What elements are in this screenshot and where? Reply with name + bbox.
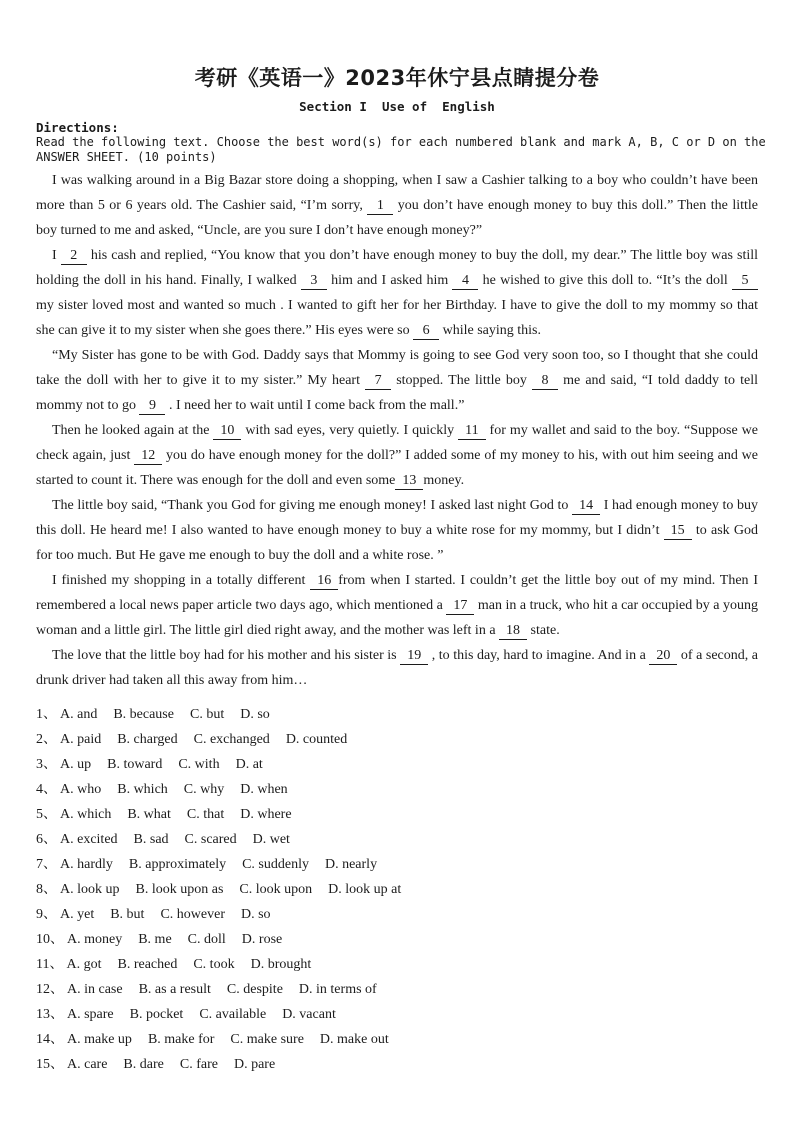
blank-14: 14 <box>572 497 600 515</box>
question-row <box>36 1052 758 1077</box>
choice-15-D: D. pare <box>233 1057 276 1072</box>
question-number: 11、 <box>36 957 64 972</box>
question-list <box>36 702 758 1077</box>
question-number: 7、 <box>36 857 57 872</box>
blank-13: 13 <box>395 472 423 490</box>
blank-8: 8 <box>532 372 558 390</box>
choice-6-B: B. sad <box>133 832 169 847</box>
choice-7-C: C. suddenly <box>242 857 309 872</box>
question-row <box>36 877 758 902</box>
blank-17: 17 <box>446 597 474 615</box>
choice-10-A: A. money <box>67 932 123 947</box>
blank-10: 10 <box>213 422 241 440</box>
question-number: 15、 <box>36 1057 64 1072</box>
choice-11-B: B. reached <box>117 957 178 972</box>
choice-1-C: C. but <box>189 707 225 722</box>
blank-11: 11 <box>458 422 485 440</box>
choice-13-C: C. available <box>199 1007 267 1022</box>
choice-14-A: A. make up <box>67 1032 132 1047</box>
question-number: 13、 <box>36 1007 64 1022</box>
choice-9-C: C. however <box>160 907 225 922</box>
blank-2: 2 <box>61 247 87 265</box>
choice-10-C: C. doll <box>187 932 226 947</box>
question-number: 10、 <box>36 932 64 947</box>
choice-3-A: A. up <box>60 757 92 772</box>
question-number: 5、 <box>36 807 57 822</box>
choice-10-B: B. me <box>138 932 172 947</box>
choice-5-D: D. where <box>240 807 292 822</box>
choice-11-A: A. got <box>66 957 102 972</box>
choice-10-D: D. rose <box>241 932 283 947</box>
directions-label: Directions: <box>36 120 119 135</box>
question-number: 8、 <box>36 882 57 897</box>
blank-5: 5 <box>732 272 758 290</box>
choice-1-B: B. because <box>113 707 174 722</box>
choice-13-B: B. pocket <box>129 1007 184 1022</box>
passage-paragraph: I was walking around in a Big Bazar store doing a shopping, when I saw a Cashier talking to a boy who couldn’t have been more than 5 or 6 years old. The Cashier said, “I’m sorry, 1 you don’t have enough money to buy this doll.” Then the little boy turned to me and asked, “Uncle, are you sure I don’t have enough money?” <box>36 173 758 238</box>
blank-4: 4 <box>452 272 478 290</box>
blank-18: 18 <box>499 622 527 640</box>
choice-4-B: B. which <box>117 782 168 797</box>
choice-12-B: B. as a result <box>138 982 211 997</box>
choice-3-C: C. with <box>178 757 220 772</box>
question-row <box>36 727 758 752</box>
choice-9-B: B. but <box>110 907 145 922</box>
question-row <box>36 1027 758 1052</box>
choice-6-D: D. wet <box>252 832 290 847</box>
directions-line: ANSWER SHEET. (10 points) <box>36 150 217 164</box>
choice-8-D: D. look up at <box>328 882 402 897</box>
choice-2-D: D. counted <box>285 732 348 747</box>
choice-3-B: B. toward <box>107 757 163 772</box>
question-row <box>36 927 758 952</box>
choice-1-A: A. and <box>60 707 98 722</box>
question-row <box>36 702 758 727</box>
choice-2-C: C. exchanged <box>193 732 270 747</box>
blank-12: 12 <box>134 447 162 465</box>
choice-4-D: D. when <box>240 782 288 797</box>
choice-5-B: B. what <box>127 807 171 822</box>
choice-15-A: A. care <box>67 1057 108 1072</box>
choice-11-C: C. took <box>193 957 235 972</box>
choice-12-D: D. in terms of <box>298 982 377 997</box>
question-row <box>36 1002 758 1027</box>
choice-3-D: D. at <box>235 757 263 772</box>
choice-6-C: C. scared <box>184 832 237 847</box>
question-number: 6、 <box>36 832 57 847</box>
question-row <box>36 952 758 977</box>
question-row <box>36 902 758 927</box>
choice-8-B: B. look upon as <box>135 882 224 897</box>
blank-20: 20 <box>649 647 677 665</box>
blank-6: 6 <box>413 322 439 340</box>
passage-paragraph: “My Sister has gone to be with God. Daddy says that Mommy is going to see God very soon too, so I thought that she could take the doll with her to give it to my sister.” My heart 7 stopped. The little boy 8 me and said, “I told daddy to tell mommy not to go 9 . I need her to wait until I come back from the mall.” <box>36 348 758 413</box>
choice-8-C: C. look upon <box>239 882 313 897</box>
question-number: 4、 <box>36 782 57 797</box>
question-number: 2、 <box>36 732 57 747</box>
passage-paragraph: I 2 his cash and replied, “You know that you don’t have enough money to buy the doll, my dear.” The little boy was still holding the doll in his hand. Finally, I walked 3 him and I asked him 4 he wished to give this doll to. “It’s the doll 5 my sister loved most and wanted so much . I wanted to gift her for her Birthday. I have to give the doll to my mommy so that she can give it to my sister when she goes there.” His eyes were so 6 while saying this. <box>36 248 758 338</box>
choice-9-A: A. yet <box>60 907 95 922</box>
choice-15-B: B. dare <box>123 1057 164 1072</box>
choice-14-D: D. make out <box>319 1032 389 1047</box>
passage-paragraph: Then he looked again at the 10 with sad eyes, very quietly. I quickly 11 for my wallet and said to the boy. “Suppose we check again, just 12 you do have enough money for the doll?” I added some of my money to his, with out him seeing and we started to count it. There was enough for the doll and even some 13 money. <box>36 423 759 488</box>
blank-1: 1 <box>367 197 393 215</box>
blank-16: 16 <box>310 572 338 590</box>
blank-3: 3 <box>301 272 327 290</box>
blank-15: 15 <box>664 522 692 540</box>
choice-14-B: B. make for <box>147 1032 215 1047</box>
choice-4-C: C. why <box>183 782 225 797</box>
choice-14-C: C. make sure <box>230 1032 304 1047</box>
choice-5-C: C. that <box>186 807 225 822</box>
passage-paragraph: I finished my shopping in a totally different 16 from when I started. I couldn’t get the little boy out of my mind. Then I remembered a local news paper article two days ago, which mentioned a 17 man in a truck, who hit a car occupied by a young woman and a little girl. The little girl died right away, and the mother was left in a 18 state. <box>36 573 758 638</box>
blank-19: 19 <box>400 647 428 665</box>
choice-15-C: C. fare <box>179 1057 218 1072</box>
question-number: 14、 <box>36 1032 64 1047</box>
choice-4-A: A. who <box>60 782 102 797</box>
passage-paragraph: The little boy said, “Thank you God for giving me enough money! I asked last night God to 14 I had enough money to buy this doll. He heard me! I also wanted to have enough money to buy a white rose for my mommy, but I didn’t 15 to ask God for too much. But He gave me enough to buy the doll and a white rose. ” <box>36 498 758 563</box>
choice-2-A: A. paid <box>60 732 102 747</box>
choice-5-A: A. which <box>60 807 112 822</box>
passage-paragraph: The love that the little boy had for his mother and his sister is 19 , to this day, hard to imagine. And in a 20 of a second, a drunk driver had taken all this away from him… <box>36 648 759 688</box>
blank-9: 9 <box>139 397 165 415</box>
choice-11-D: D. brought <box>250 957 312 972</box>
question-row <box>36 777 758 802</box>
choice-7-A: A. hardly <box>60 857 113 872</box>
section-heading: Section I Use of English <box>299 99 495 114</box>
choice-12-C: C. despite <box>226 982 283 997</box>
question-row <box>36 802 758 827</box>
directions-text <box>36 135 766 165</box>
choice-8-A: A. look up <box>60 882 120 897</box>
choice-9-D: D. so <box>241 907 271 922</box>
choice-2-B: B. charged <box>117 732 178 747</box>
question-row <box>36 752 758 777</box>
choice-6-A: A. excited <box>60 832 118 847</box>
question-number: 3、 <box>36 757 57 772</box>
choice-13-A: A. spare <box>67 1007 114 1022</box>
page-title: 考研《英语一》2023年休宁县点睛提分卷 <box>194 66 600 90</box>
choice-7-D: D. nearly <box>324 857 378 872</box>
question-row <box>36 827 758 852</box>
question-row <box>36 977 758 1002</box>
choice-7-B: B. approximately <box>128 857 227 872</box>
question-number: 12、 <box>36 982 64 997</box>
directions-line: Read the following text. Choose the best word(s) for each numbered blank and mark A, B, C or D on the <box>36 135 766 149</box>
blank-7: 7 <box>365 372 391 390</box>
choice-13-D: D. vacant <box>282 1007 336 1022</box>
question-number: 1、 <box>36 707 57 722</box>
question-row <box>36 852 758 877</box>
question-number: 9、 <box>36 907 57 922</box>
choice-12-A: A. in case <box>67 982 123 997</box>
passage <box>36 168 758 693</box>
choice-1-D: D. so <box>240 707 270 722</box>
